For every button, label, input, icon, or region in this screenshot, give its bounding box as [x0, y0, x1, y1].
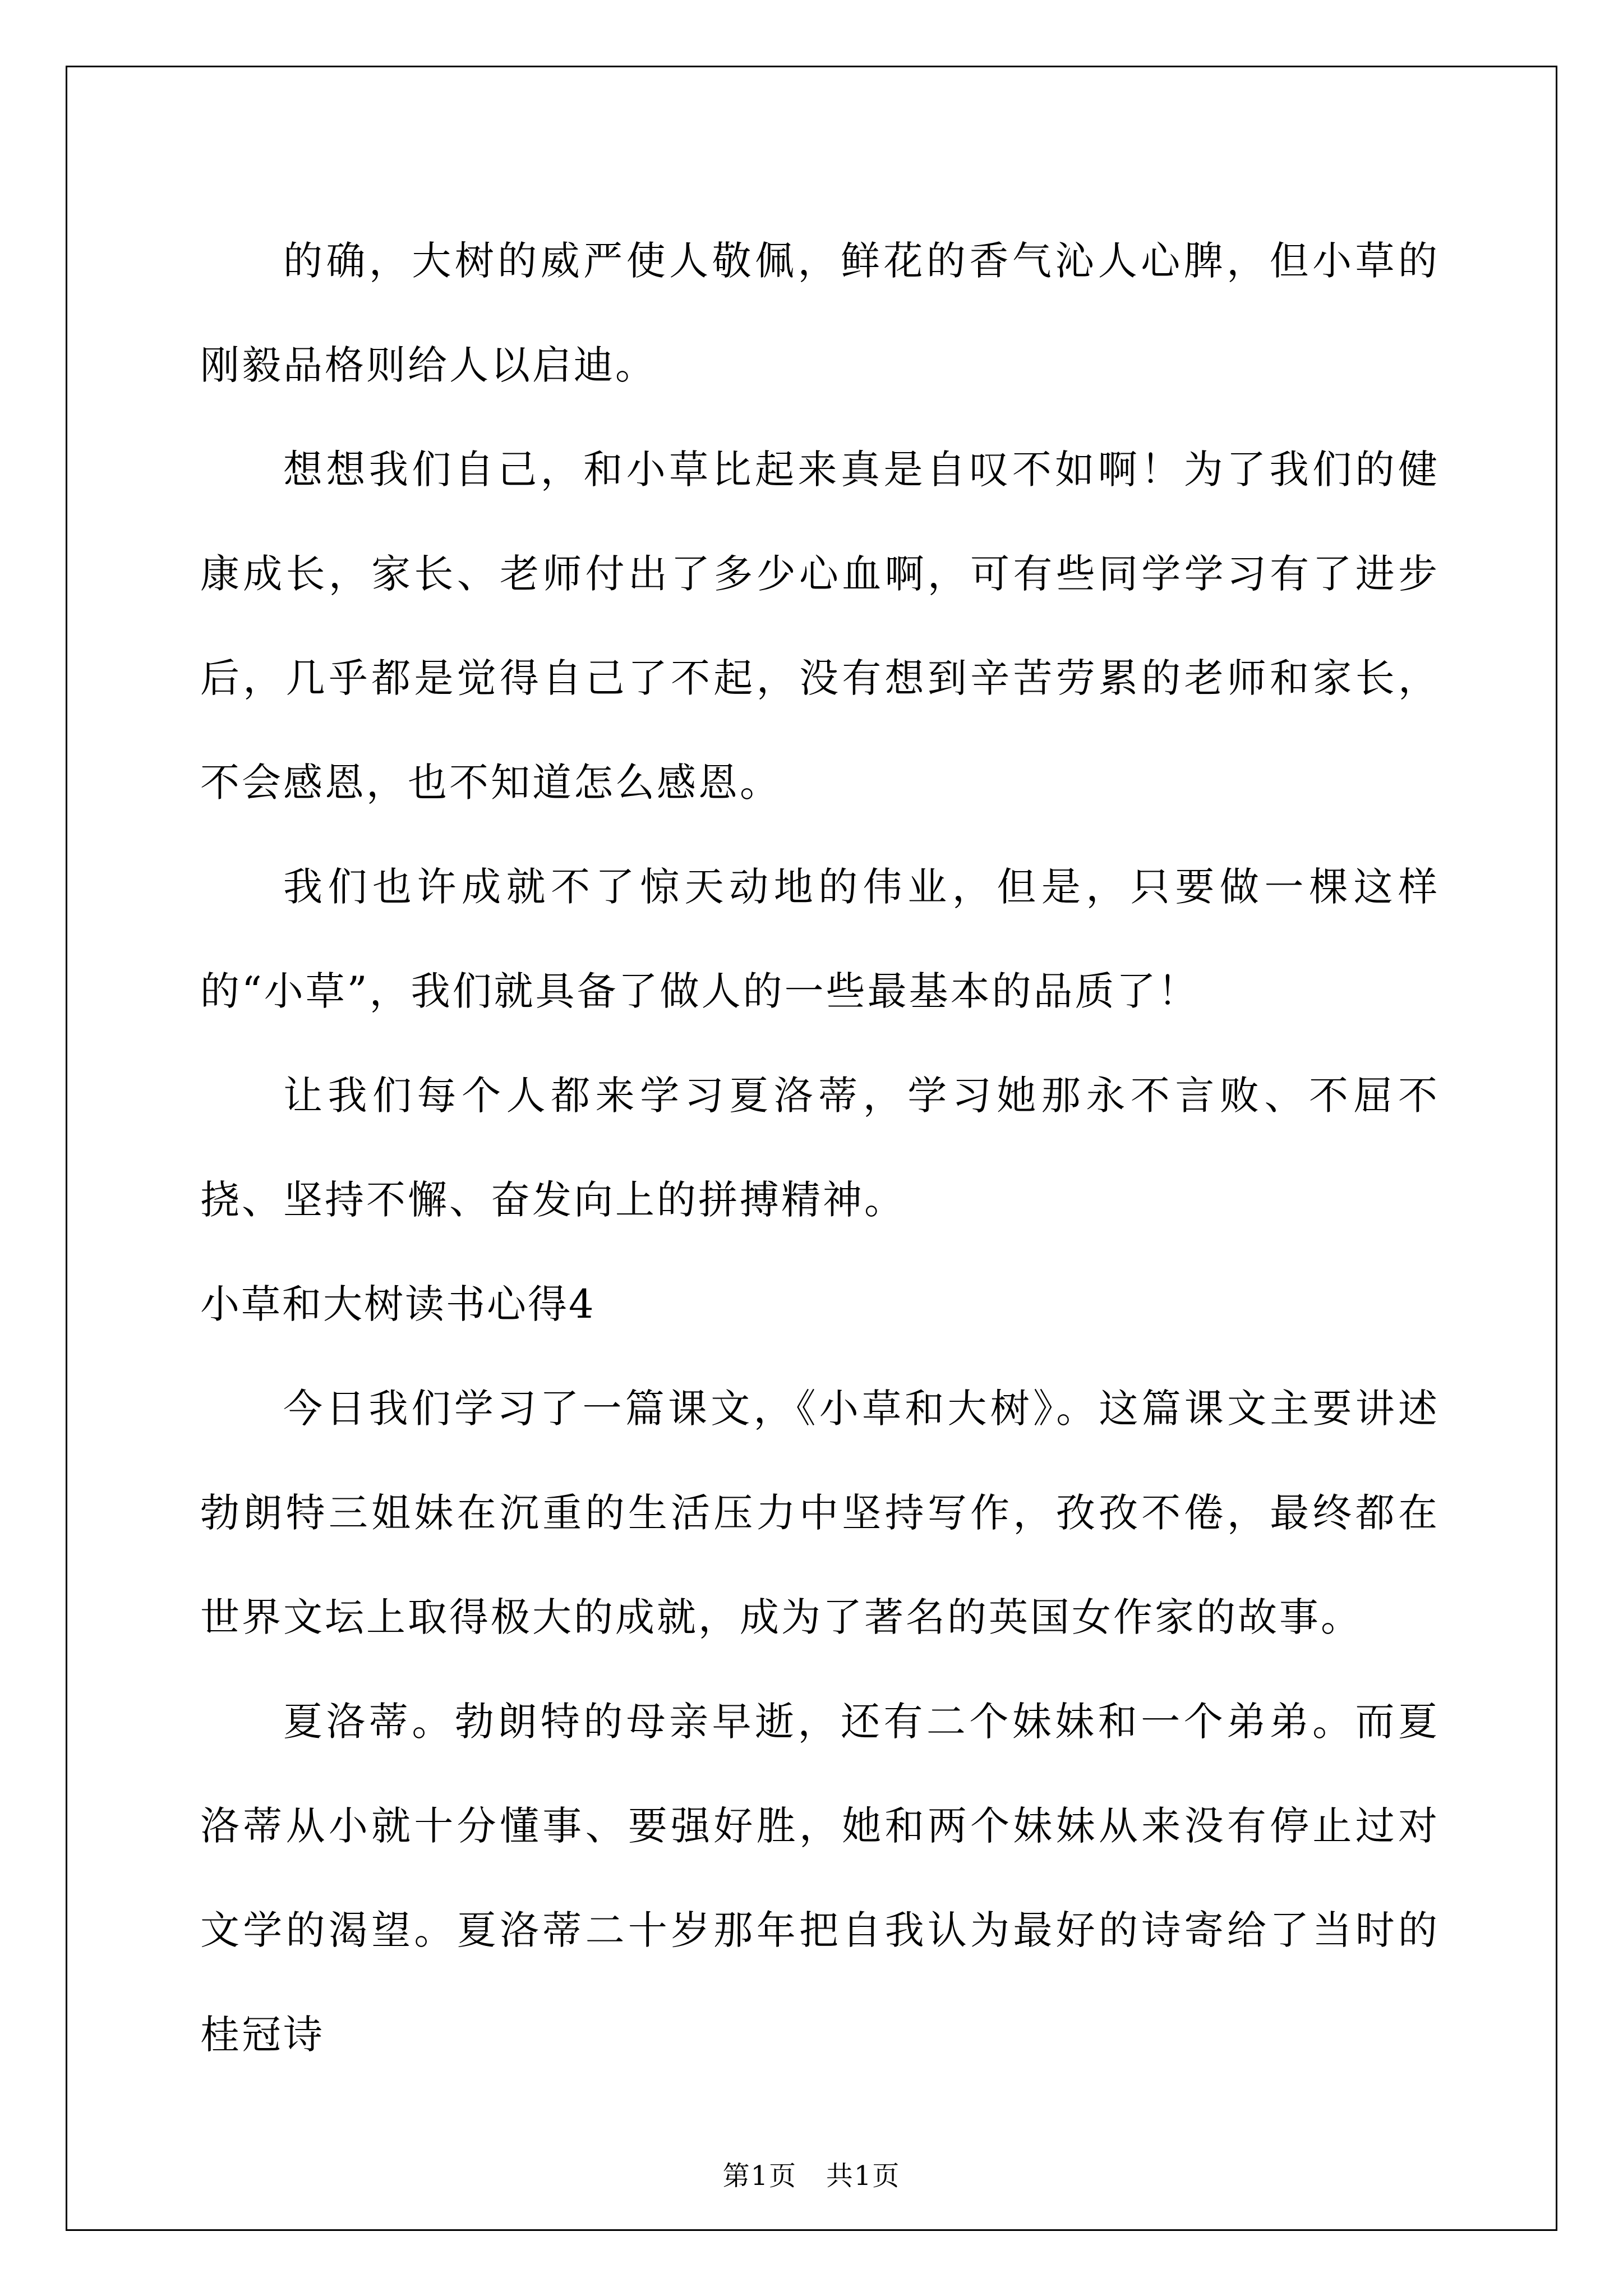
- paragraph: 我们也许成就不了惊天动地的伟业，但是，只要做一棵这样的“小草”，我们就具备了做人的一些最基本的品质了！: [200, 864, 1440, 1014]
- page-footer: 第1页 共1页: [722, 2160, 901, 2192]
- document-body: [200, 209, 1440, 2087]
- paragraph: 的确，大树的威严使人敬佩，鲜花的香气沁人心脾，但小草的刚毅品格则给人以启迪。: [200, 238, 1440, 388]
- paragraph: 今日我们学习了一篇课文，《小草和大树》。这篇课文主要讲述勃朗特三姐妹在沉重的生活压力中坚持写作，孜孜不倦，最终都在世界文坛上取得极大的成就，成为了著名的英国女作家的故事。: [200, 1386, 1440, 1640]
- paragraph: 夏洛蒂。勃朗特的母亲早逝，还有二个妹妹和一个弟弟。而夏洛蒂从小就十分懂事、要强好胜，她和两个妹妹从来没有停止过对文学的渴望。夏洛蒂二十岁那年把自我认为最好的诗寄给了当时的桂冠诗: [200, 1699, 1440, 2058]
- paragraph: 让我们每个人都来学习夏洛蒂，学习她那永不言败、不屈不挠、坚持不懈、奋发向上的拼搏精神。: [200, 1073, 1440, 1223]
- section-heading: 小草和大树读书心得4: [200, 1281, 596, 1327]
- paragraph: 想想我们自己，和小草比起来真是自叹不如啊！为了我们的健康成长，家长、老师付出了多少心血啊，可有些同学学习有了进步后，几乎都是觉得自己了不起，没有想到辛苦劳累的老师和家长，不会感恩，也不知道怎么感恩。: [200, 447, 1440, 806]
